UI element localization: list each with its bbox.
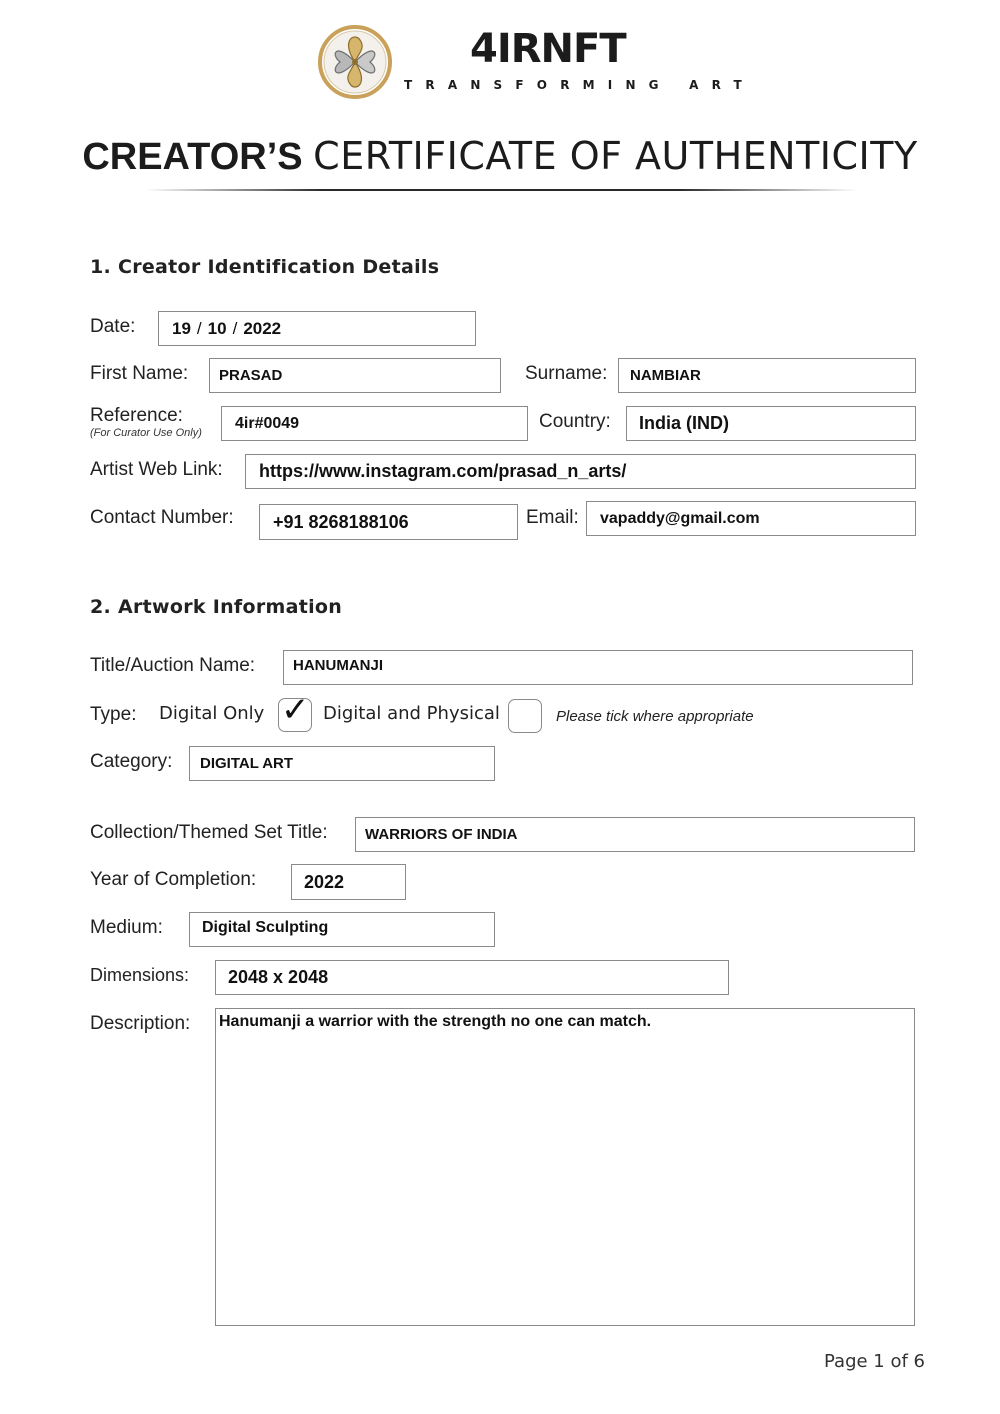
medium-field[interactable]: Digital Sculpting [189, 912, 495, 947]
date-month: 10 [207, 318, 227, 338]
description-field[interactable]: Hanumanji a warrior with the strength no one can match. [215, 1008, 915, 1326]
description-label: Description: [90, 1013, 191, 1034]
date-separator: / [232, 318, 238, 338]
section-2-heading: 2. Artwork Information [90, 596, 343, 618]
web-link-label: Artist Web Link: [90, 459, 223, 480]
title-rest: CERTIFICATE OF AUTHENTICITY [313, 134, 918, 178]
category-field[interactable]: DIGITAL ART [189, 746, 495, 781]
contact-number-label: Contact Number: [90, 507, 234, 528]
date-year: 2022 [243, 318, 282, 338]
web-link-field[interactable]: https://www.instagram.com/prasad_n_arts/ [245, 454, 916, 489]
digital-only-checkbox[interactable] [278, 690, 312, 732]
first-name-field[interactable]: PRASAD [209, 358, 501, 393]
date-separator: / [196, 318, 202, 338]
title-field[interactable]: HANUMANJI [283, 650, 913, 685]
collection-field[interactable]: WARRIORS OF INDIA [355, 817, 915, 852]
contact-number-field[interactable]: +91 8268188106 [259, 504, 518, 540]
first-name-label: First Name: [90, 363, 189, 384]
checkmark-icon: ✓ [281, 690, 310, 730]
reference-note: (For Curator Use Only) [90, 427, 202, 439]
reference-label: Reference: [90, 405, 183, 426]
collection-label: Collection/Themed Set Title: [90, 822, 328, 843]
dimensions-label: Dimensions: [90, 965, 190, 985]
dimensions-field[interactable]: 2048 x 2048 [215, 960, 729, 995]
surname-field[interactable]: NAMBIAR [618, 358, 916, 393]
title-label: Title/Auction Name: [90, 655, 256, 676]
email-label: Email: [526, 507, 579, 528]
certificate-title [0, 134, 1000, 179]
category-label: Category: [90, 751, 173, 772]
type-digital-physical-label: Digital and Physical [323, 703, 500, 724]
type-digital-only-label: Digital Only [159, 703, 265, 724]
country-field[interactable]: India (IND) [626, 406, 916, 441]
year-field[interactable]: 2022 [291, 864, 406, 900]
logo-tagline: TRANSFORMING ART [404, 78, 755, 92]
email-field[interactable]: vapaddy@gmail.com [586, 501, 916, 536]
tick-hint: Please tick where appropriate [556, 708, 754, 725]
page-number: Page 1 of 6 [824, 1351, 925, 1372]
date-label: Date: [90, 316, 136, 337]
type-label: Type: [90, 704, 137, 725]
date-day: 19 [172, 318, 191, 338]
logo-wordmark: 4IRNFT [470, 26, 626, 72]
country-label: Country: [539, 411, 611, 432]
title-divider [145, 189, 857, 191]
section-1-heading: 1. Creator Identification Details [90, 256, 440, 278]
surname-label: Surname: [525, 363, 608, 384]
date-field[interactable] [158, 311, 476, 346]
digital-physical-checkbox[interactable] [508, 699, 542, 733]
reference-field[interactable]: 4ir#0049 [221, 406, 528, 441]
medium-label: Medium: [90, 917, 163, 938]
title-bold: CREATOR’S [82, 136, 303, 178]
logo-emblem [316, 24, 394, 100]
year-label: Year of Completion: [90, 869, 257, 890]
